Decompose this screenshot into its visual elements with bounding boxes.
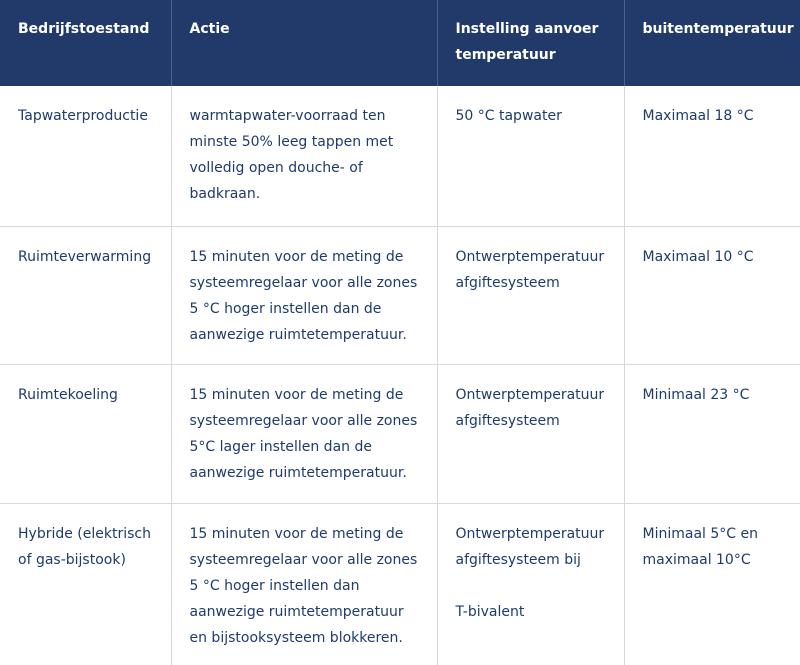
header-instelling-aanvoer-temperatuur: Instelling aanvoer temperatuur (437, 0, 624, 86)
header-row (0, 0, 800, 86)
cell-actie: warmtapwater-voorraad ten minste 50% leeg tappen met volledig open douche- of badkraan. (171, 86, 437, 226)
cell-bedrijfstoestand: Ruimtekoeling (0, 364, 171, 503)
header-buitentemperatuur: buitentemperatuur (624, 0, 800, 86)
table-row (0, 503, 800, 665)
cell-buitentemperatuur: Minimaal 5°C en maximaal 10°C (624, 503, 800, 665)
cell-instelling (437, 503, 624, 665)
cell-bedrijfstoestand: Tapwaterproductie (0, 86, 171, 226)
cell-bedrijfstoestand: Hybride (elektrisch of gas-bijstook) (0, 503, 171, 665)
cell-instelling: 50 °C tapwater (437, 86, 624, 226)
table-row (0, 364, 800, 503)
table-row (0, 226, 800, 364)
cell-actie: 15 minuten voor de meting de systeemregelaar voor alle zones 5 °C hoger instellen dan aanwezige ruimtetemperatuur en bijstooksysteem blokkeren. (171, 503, 437, 665)
cell-buitentemperatuur: Minimaal 23 °C (624, 364, 800, 503)
instelling-extra-text: T-bivalent (455, 603, 525, 620)
table-body (0, 86, 800, 665)
paragraph-gap (456, 573, 606, 599)
cell-buitentemperatuur: Maximaal 10 °C (624, 226, 800, 364)
instelling-text: Ontwerptemperatuur afgiftesysteem bij (455, 525, 605, 568)
table-row (0, 86, 800, 226)
cell-actie: 15 minuten voor de meting de systeemregelaar voor alle zones 5 °C hoger instellen dan de aanwezige ruimtetemperatuur. (171, 226, 437, 364)
header-bedrijfstoestand: Bedrijfstoestand (0, 0, 171, 86)
cell-instelling: Ontwerptemperatuur afgiftesysteem (437, 364, 624, 503)
cell-buitentemperatuur: Maximaal 18 °C (624, 86, 800, 226)
header-actie: Actie (171, 0, 437, 86)
cell-actie: 15 minuten voor de meting de systeemregelaar voor alle zones 5°C lager instellen dan de aanwezige ruimtetemperatuur. (171, 364, 437, 503)
table-header (0, 0, 800, 86)
cell-instelling: Ontwerptemperatuur afgiftesysteem (437, 226, 624, 364)
cell-bedrijfstoestand: Ruimteverwarming (0, 226, 171, 364)
